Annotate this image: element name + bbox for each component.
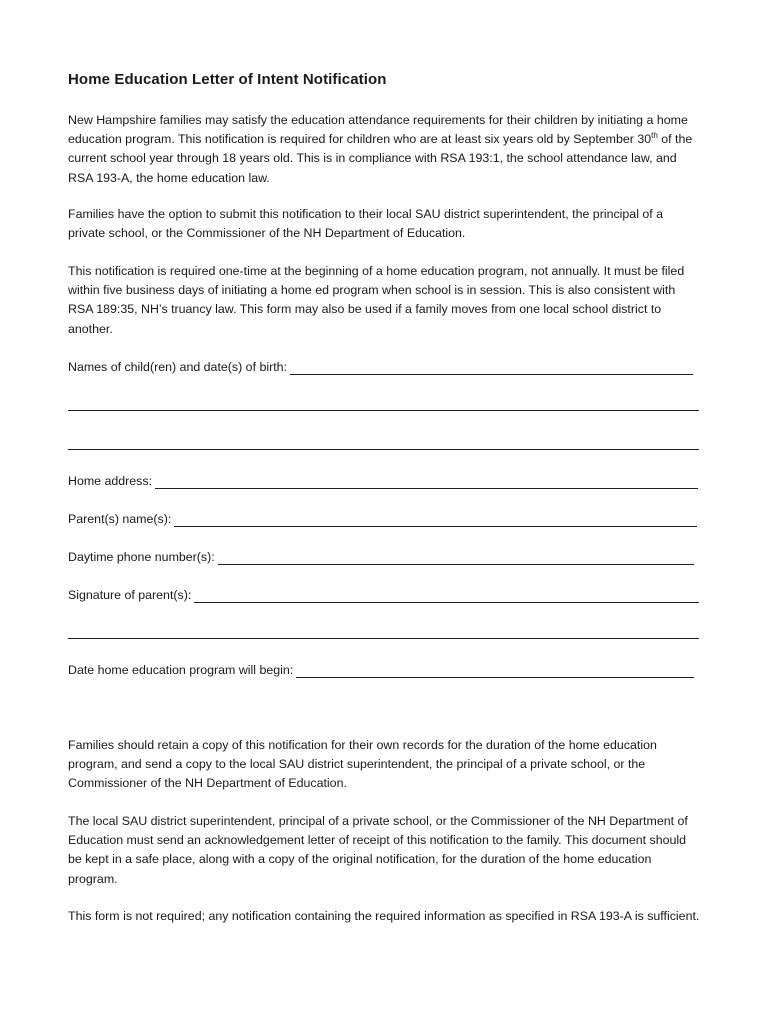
options-paragraph: Families have the option to submit this notification to their local SAU district superintendent, the principal of a private school, or the Commissioner of the NH Department of Education. bbox=[68, 207, 664, 241]
parents-input-line[interactable] bbox=[174, 513, 697, 527]
signature-label: Signature of parent(s): bbox=[68, 588, 192, 602]
address-input-line[interactable] bbox=[155, 475, 698, 489]
parents-field bbox=[68, 511, 697, 527]
phone-input-line[interactable] bbox=[218, 551, 694, 565]
children-extra-line-2[interactable] bbox=[68, 449, 699, 450]
address-field bbox=[68, 473, 698, 489]
signature-input-line[interactable] bbox=[194, 589, 699, 603]
footer-paragraph: This form is not required; any notification containing the required information as specified in RSA 193-A is sufficient. bbox=[68, 909, 700, 923]
phone-label: Daytime phone number(s): bbox=[68, 550, 215, 564]
timing-paragraph: This notification is required one-time at the beginning of a home education program, not annually. It must be filed within five business days of initiating a home ed program when school is in session. This is also consistent with RSA 189:35, NH’s truancy law. This form may also be used if a family moves from one local school district to another. bbox=[68, 264, 685, 336]
intro-text-end: of the current school year through 18 years old. This is in compliance with RSA 193:1, the school attendance law, and RSA 193-A, the home education law. bbox=[68, 132, 693, 185]
intro-paragraph bbox=[68, 111, 702, 188]
acknowledge-paragraph: The local SAU district superintendent, principal of a private school, or the Commissioner of the NH Department of Education must send an acknowledgement letter of receipt of this notification to the family. This document should be kept in a safe place, along with a copy of the original notification, for the duration of the home education program. bbox=[68, 814, 688, 886]
intro-text-start: New Hampshire families may satisfy the education attendance requirements for their children by initiating a home education program. This notification is required for children who are at least six years old by September 30 bbox=[68, 113, 688, 147]
children-label: Names of child(ren) and date(s) of birth: bbox=[68, 360, 287, 374]
signature-extra-line[interactable] bbox=[68, 638, 699, 639]
intro-superscript: th bbox=[651, 131, 658, 141]
page-title: Home Education Letter of Intent Notification bbox=[68, 71, 387, 88]
signature-field bbox=[68, 587, 699, 603]
parents-label: Parent(s) name(s): bbox=[68, 512, 172, 526]
address-label: Home address: bbox=[68, 474, 153, 488]
children-input-line[interactable] bbox=[290, 361, 693, 375]
children-extra-line-1[interactable] bbox=[68, 410, 699, 411]
phone-field bbox=[68, 549, 694, 565]
retain-paragraph: Families should retain a copy of this notification for their own records for the duration of the home education program, and send a copy to the local SAU district superintendent, the principal of a private school, or the Commissioner of the NH Department of Education. bbox=[68, 738, 657, 791]
start-date-input-line[interactable] bbox=[296, 664, 694, 678]
children-field bbox=[68, 359, 693, 375]
start-date-label: Date home education program will begin: bbox=[68, 663, 294, 677]
start-date-field bbox=[68, 662, 694, 678]
